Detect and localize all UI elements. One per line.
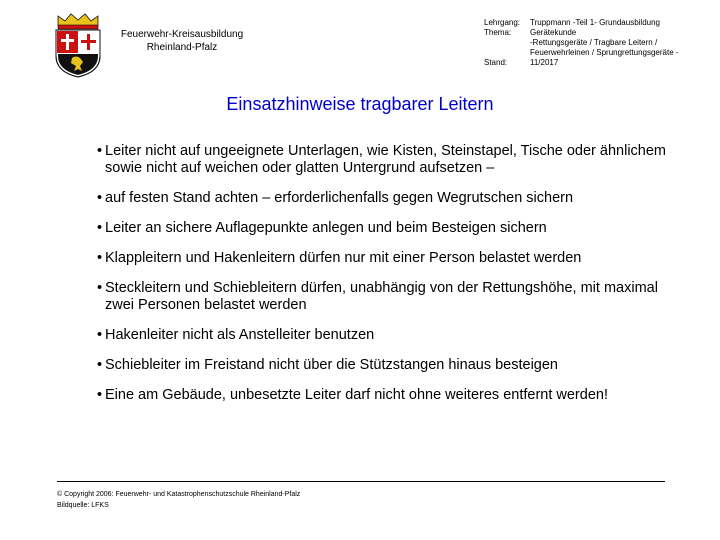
bullet-icon: • — [97, 250, 103, 266]
slide-title: Einsatzhinweise tragbarer Leitern — [226, 94, 494, 114]
bullet-item — [97, 357, 667, 374]
bullet-item — [97, 387, 667, 404]
bullet-text: Hakenleiter nicht als Anstelleiter benutzen — [105, 327, 375, 343]
stand-label: Stand: — [484, 58, 508, 67]
bullet-text: Steckleitern und Schiebleitern dürfen, unabhängig von der Rettungshöhe, mit maximal zwei Personen belastet werden — [105, 280, 658, 313]
copyright-text: © Copyright 2006: Feuerwehr- und Katastrophenschutzschule Rheinland-Pfalz — [57, 491, 301, 498]
bullet-icon: • — [97, 327, 103, 343]
bullet-text: Leiter nicht auf ungeeignete Unterlagen, wie Kisten, Steinstapel, Tische oder ähnlichem sowie nicht auf weichen oder glatten Untergrund aufsetzen – — [105, 143, 667, 176]
bullet-item — [97, 327, 667, 344]
bullet-item — [97, 250, 667, 267]
footer — [57, 489, 300, 511]
course-metadata — [484, 18, 715, 68]
bullet-list — [97, 143, 667, 417]
stand-value: 11/2017 — [530, 58, 559, 67]
lehrgang-label: Lehrgang: — [484, 18, 521, 27]
bullet-item — [97, 220, 667, 237]
thema-value-1: Gerätekunde — [530, 28, 577, 37]
thema-value-3: Feuerwehrleinen / Sprungrettungsgeräte - — [530, 48, 679, 57]
org-line-2: Rheinland-Pfalz — [146, 42, 218, 53]
bullet-icon: • — [97, 143, 103, 159]
bullet-icon: • — [97, 220, 103, 236]
lehrgang-value: Truppmann -Teil 1- Grundausbildung — [530, 18, 660, 27]
footer-divider — [57, 481, 665, 482]
organization-name — [112, 28, 252, 54]
bullet-icon: • — [97, 190, 103, 206]
bullet-text: auf festen Stand achten – erforderlichenfalls gegen Wegrutschen sichern — [105, 190, 574, 206]
bullet-text: Eine am Gebäude, unbesetzte Leiter darf nicht ohne weiteres entfernt werden! — [105, 387, 608, 403]
bullet-item — [97, 280, 667, 314]
thema-label: Thema: — [484, 28, 512, 37]
bullet-item — [97, 143, 667, 177]
bullet-icon: • — [97, 280, 103, 296]
bullet-text: Leiter an sichere Auflagepunkte anlegen und beim Besteigen sichern — [105, 220, 547, 236]
thema-value-2: -Rettungsgeräte / Tragbare Leitern / — [530, 38, 658, 47]
org-line-1: Feuerwehr-Kreisausbildung — [120, 29, 244, 40]
bullet-item — [97, 190, 667, 207]
bullet-icon: • — [97, 387, 103, 403]
coat-of-arms-icon — [52, 12, 104, 78]
image-source-text: Bildquelle: LFKS — [57, 502, 109, 509]
bullet-icon: • — [97, 357, 103, 373]
bullet-text: Schiebleiter im Freistand nicht über die Stützstangen hinaus besteigen — [105, 357, 558, 373]
bullet-text: Klappleitern und Hakenleitern dürfen nur mit einer Person belastet werden — [105, 250, 582, 266]
